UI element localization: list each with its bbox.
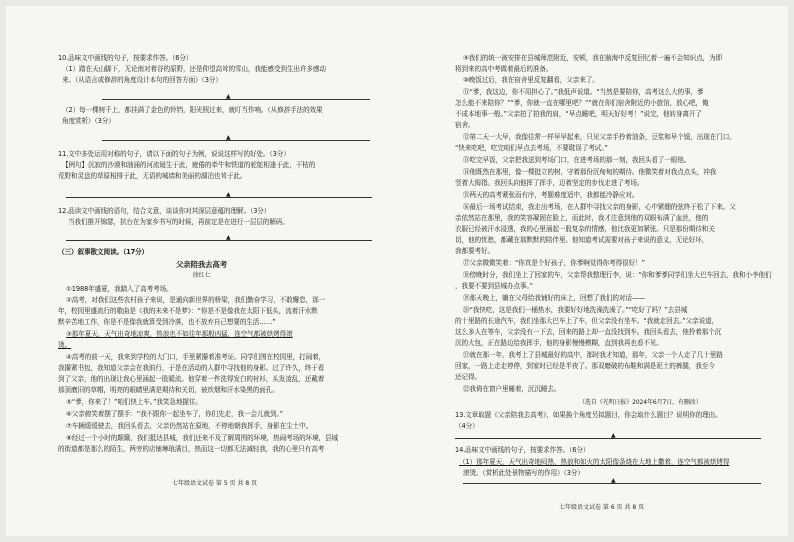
- triangle-marker-icon: ▲: [611, 477, 616, 484]
- q11-example-line2: 荒野和灵盘的草原相排于此，无语的城墙和美丽的湖泊也耸于此。: [58, 172, 247, 180]
- paragraph: 默辛苦地工作，你是不是像我就算受到冷落，也不放弃自己想要的生活……”: [58, 318, 276, 326]
- q14-s1-line1: （1）那年夏天，天气出奇地闷热，热浪和如火的太阳像条烧在大地上撒着，连空气都被烘烤得: [459, 458, 730, 466]
- q10-stem: 10.品味文中画线的句子，按要求作答。（6分）: [58, 54, 193, 62]
- paragraph: ⑫第二天一大早，我像往常一样早早起来，只见父亲手拎着油条，豆浆和早个馍，出现在门口。: [463, 133, 736, 141]
- paragraph: ⑬吃完早饭，父亲把我送到考场门口，在进考场的那一刻，我回头看了一眼他。: [463, 156, 691, 164]
- paragraph: ⑤“爹，你来了！”咱们快上车。”我笑急地握住。: [66, 398, 202, 406]
- paragraph: ㉑就在那一年，我考上了县城最好的高中，那时我才知道，那年，父亲一个人走了几十里路: [463, 351, 723, 359]
- passage-title: 父亲陪我去高考: [175, 260, 228, 269]
- left-page: [6, 6, 397, 536]
- q14-stem: 14.品味文中画线的句子，按要求作答。（6分）: [455, 446, 590, 454]
- right-page: [397, 6, 788, 536]
- answer-line[interactable]: [66, 240, 372, 241]
- paragraph: ⑱傍晚时分，我们坐上了回家的车，父亲帮我整理行李，说：“你和爹爹同学们坐大巴车回去，我和小李他们: [463, 271, 772, 279]
- q10-s1-line2: 来。（从语言或修辞的角度设计本句的回答方面）（3分）: [62, 76, 222, 84]
- paragraph: ⑰父亲微微笑着：“你真是个好孩子，你爹啊觉得你考得很好！”: [463, 259, 645, 267]
- paragraph: 竖着大拇指。我回头向他挥了挥手，迈着坚定的步伐走进了考场。: [455, 179, 644, 187]
- paragraph: 这么多人在等车，父亲没有一下去，回来的路上却一直没找到车。我回头看去，他拎着那个沉: [455, 328, 722, 336]
- q10-s2-line2: 角度赏析）（3分）: [62, 117, 115, 125]
- answer-line[interactable]: [66, 197, 372, 198]
- exam-sheet: [6, 6, 788, 536]
- q10-s2-line1: （2）每一棵树千上，都挂满了金色的铃铛，阳光照过来，就叮当作响。（从修辞手法的效果: [62, 106, 323, 114]
- paragraph: 回家，一路上走走停停，到家时已经是半夜了。那双磨破的布鞋和满是泥土的裤腿，我至今: [455, 362, 715, 370]
- triangle-marker-icon: ▲: [611, 432, 616, 439]
- paragraph: 宿舍。: [455, 121, 475, 129]
- triangle-marker-icon: ▲: [226, 134, 231, 141]
- paragraph: ⑧经过一个小时的颠簸，我们抵达县城，我们还来不及了解周围的环境，热闹考场的环境，县城: [66, 434, 339, 442]
- paragraph: 怎么能不来陪你？”“爹，你就一直在哪里吧？”“就在你们宿舍附近的小旅馆，放心吧，俺: [455, 99, 709, 107]
- paragraph: 那顶磨旧的草帽，明亮的眼睛里满是期待和关切，被炊烟和汗水染黑的面孔。: [58, 386, 279, 394]
- paragraph: 衣服已经被汗水浸透，我的心里涌起一股复杂的情感，他比我更加紧张。只是那份期待和关: [455, 225, 715, 233]
- q11-example-line1: 【例句】沉寂的沙漠和汹涌的河流诞生于此，疲倦的牵牛和铁道的驼鸵相逢于此，干枯的: [62, 161, 316, 169]
- paragraph: 年，校园里盛流行的歌曲是《我的未来不是梦》：“你是不是像我在太阳下低头，流着汗水默: [58, 307, 318, 315]
- q13-stem: 13.文章取题《父亲陪我去高考》，如果换个角度另拟题目，你会取什么题目？说明你的理由。: [455, 411, 722, 419]
- paragraph: ②高考，对我们这些农村孩子来说，是通向新世界的桥梁，我们勤奋学习，不敢懈怠，那一: [66, 296, 326, 304]
- paragraph: ，我要不要到县城办点事。”: [455, 282, 533, 290]
- paragraph: ㉒我倚在窗户里睡着，沉沉睡去。: [463, 385, 561, 393]
- answer-line[interactable]: [102, 99, 370, 100]
- answer-line[interactable]: [102, 140, 370, 141]
- paragraph: ⑭他既然在那里，像一棵挺立的树，守着那份沉甸甸的期待。他微笑着对我点点头，冲我: [463, 168, 717, 176]
- paragraph: “快来吃吧，吃完咱们早点去考场，不要耽误了考试。”: [455, 144, 608, 152]
- paragraph: 将到来的高中考做着最后的准备。: [455, 65, 553, 73]
- q10-s1-line1: （1）踏在天山脚下，无论南对着谷的原野，还是仰望高耸的雪山，我能感受到生出许多感动: [62, 65, 326, 73]
- paragraph: 我都要考好。: [455, 247, 494, 255]
- paragraph: ⑥父亲俯笑着摆了摆手：“我不跟你一起坐车了，你们先走，我一会儿就到。”: [66, 410, 283, 418]
- paragraph: ⑨我们的统一被安排在县城师范附近，安顿，我在脑海中反复回忆着一遍不会知识点，为即: [463, 54, 723, 62]
- underlined-sentence: ③那年夏天，天气出奇地凉爽，热浪也不如往年那般凶猛，连空气都被烘烤得滚: [66, 330, 293, 338]
- answer-line[interactable]: [455, 438, 761, 439]
- q13-score: （4分）: [455, 422, 479, 430]
- paragraph: ⑮两天的高考紧张而有序，考题难度适中，我都能冷静应对。: [463, 191, 639, 199]
- paragraph: ⑩晚饭过后，我在宿舍里反复翻看，父亲来了。: [463, 76, 599, 84]
- paragraph: ⑯最后一场考试结束，我走出考场，在人群中寻找父亲的身影，心中紧绷的弦终于松了下来。父: [463, 203, 736, 211]
- paragraph: ⑦车辆缓缓驶去，我回头看去，父亲仍然站在原地，不停地朝我挥手，身影在尘土中。: [66, 422, 313, 430]
- triangle-marker-icon: ▲: [226, 234, 231, 241]
- paragraph: 还记得。: [455, 373, 481, 381]
- passage-author: 徐红七: [192, 272, 211, 279]
- paragraph: ④高考的前一天，我来到学校的大门口，手里紧攥着准考证。同学们围在校园里，打闹着，: [66, 353, 326, 361]
- paragraph: 到了父亲，他的出现让我心里涌起一股暖流。他穿着一件洗得发白的衬衫，头发凌乱，还戴着: [58, 375, 325, 383]
- paragraph: ⑪“爹，我这边，你不用担心了。”我低声说道。“当然是要陪你，高考这么大的事，爹: [463, 88, 704, 96]
- paragraph: 沉的大包，正在路边给我挥手，他的身影慢慢模糊，直到我再也看不见。: [455, 339, 663, 347]
- page-footer: 七年级语文试卷 第 6 页 共 8 页: [559, 504, 645, 511]
- paragraph: 我攥紧书包，我知道父亲会在我前行，于是在活动的人群中寻找他的身影。过了许久，终于看: [58, 364, 325, 372]
- paragraph: 不成本地事一般。”父亲拍了拍我的肩，“早点睡吧，明天好好考！”说完，他转身离开了: [455, 110, 702, 118]
- paragraph: ①1988年盛夏，我踏入了高考考场。: [66, 285, 173, 293]
- paragraph: 的街道都是那么的陌生，两旁的店铺琳琅满目，热而这一切都无法减轻我，我的心里只有高考: [58, 445, 325, 453]
- triangle-marker-icon: ▲: [226, 191, 231, 198]
- q12-quote: 当我们推开锦瑟，抗台在为家乡书写的时候，再前定是在进行一层层的解码。: [68, 218, 289, 226]
- underlined-sentence: 烫。: [58, 341, 71, 349]
- triangle-marker-icon: ▲: [226, 93, 231, 100]
- paragraph: 亲依然站在那里，我的笑容凝固在脸上，而此时，我才注意到他的双眼布满了血丝，他的: [455, 214, 709, 222]
- paragraph: 切，他的忧愁，都藏在那默默的陪伴里。他知道考试需要对孩子来说的意义，无论好坏，: [455, 236, 709, 244]
- section-heading: （三）叙事散文阅读。（17分）: [58, 248, 149, 256]
- q11-stem: 11.文中多处运用对称的句子，请以下面的句子为例，说说这样写的好处。（3分）: [58, 150, 290, 158]
- paragraph: ⑳“我快吃，这是我们一桶热水，我要好好地洗澡洗澡了。”“吃好了吗？”去县城: [463, 306, 688, 314]
- page-footer: 七年级语文试卷 第 5 页 共 8 页: [172, 480, 258, 487]
- paragraph: 的十里路的长途汽车，我们坐那大巴车上了车，但父亲没有坐车。“我就走回去。”父亲说道，: [455, 317, 719, 325]
- q14-s1-line2: 滚烫。（赏析此处景物描写的作用）（3分）: [463, 469, 584, 477]
- source-note: （选自《光明日报》2024年6月7日，有删改）: [579, 399, 702, 406]
- paragraph: ⑲那天晚上，躺在父母给我铺好的床上，回想了我们的对话——: [463, 294, 645, 302]
- q12-stem: 12.品读文中画线的语句，结合文意，谈谈你对其深层意蕴的理解。（3分）: [58, 207, 271, 215]
